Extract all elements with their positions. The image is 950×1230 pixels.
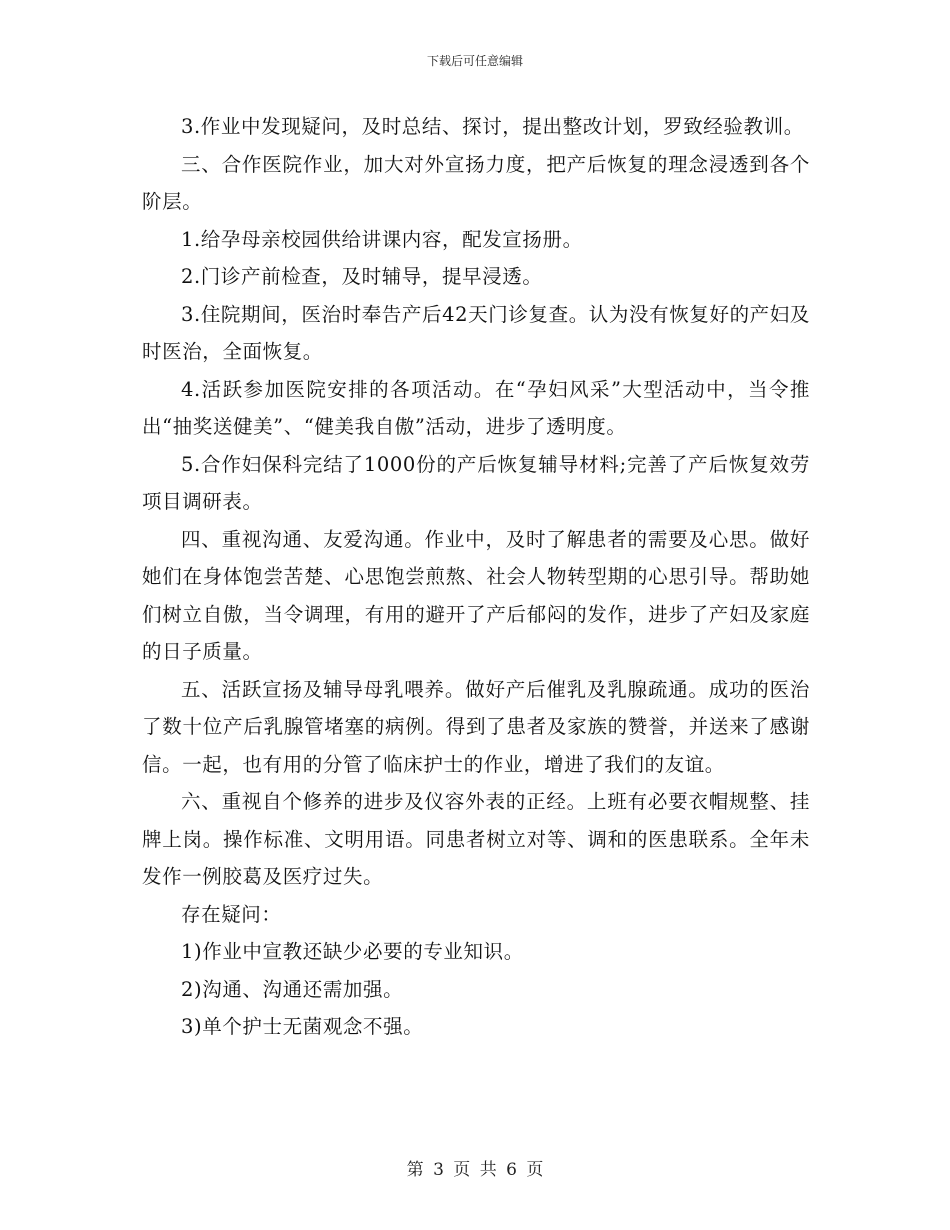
paragraph: 1.给孕母亲校园供给讲课内容，配发宣扬册。: [181, 227, 583, 251]
paragraph: 存在疑问：: [181, 902, 282, 926]
paragraph: 3.作业中发现疑问，及时总结、探讨，提出整改计划，罗致经验教训。: [181, 115, 804, 138]
paragraph: 2.门诊产前检查，及时辅导，提早浸透。: [181, 265, 543, 288]
paragraph: 3.住院期间，医治时奉告产后42天门诊复查。认为没有恢复好的产妇及时医治，全面恢复。: [142, 302, 810, 363]
paragraph: 5.合作妇保科完结了1000份的产后恢复辅导材料;完善了产后恢复效劳项目调研表。: [142, 452, 810, 513]
page-number: 第 3 页 共 6 页: [406, 1160, 544, 1180]
paragraph: 六、重视自个修养的进步及仪容外表的正经。上班有必要衣帽规整、挂牌上岗。操作标准、文明用语。同患者树立对等、调和的医患联系。全年未发作一例胶葛及医疗过失。: [142, 790, 810, 888]
page-header: 下载后可任意编辑: [426, 54, 523, 68]
paragraph: 1)作业中宣教还缺少必要的专业知识。: [181, 940, 524, 963]
paragraph: 四、重视沟通、友爱沟通。作业中，及时了解患者的需要及心思。做好她们在身体饱尝苦楚、心思饱尝煎熬、社会人物转型期的心思引导。帮助她们树立自傲，当令调理，有用的避开了产后郁闷的发作，进步了产妇及家庭的日子质量。: [142, 527, 810, 663]
paragraph: 3)单个护士无菌观念不强。: [181, 1015, 424, 1038]
document-body: [142, 108, 810, 1046]
paragraph: 2)沟通、沟通还需加强。: [181, 977, 404, 1001]
paragraph: 五、活跃宣扬及辅导母乳喂养。做好产后催乳及乳腺疏通。成功的医治了数十位产后乳腺管堵塞的病例。得到了患者及家族的赞誉，并送来了感谢信。一起，也有用的分管了临床护士的作业，增进了我们的友谊。: [142, 677, 810, 776]
paragraph: 三、合作医院作业，加大对外宣扬力度，把产后恢复的理念浸透到各个阶层。: [142, 152, 810, 213]
paragraph: 4.活跃参加医院安排的各项活动。在“孕妇风采”大型活动中，当令推出“抽奖送健美”、“健美我自傲”活动，进步了透明度。: [142, 377, 810, 438]
